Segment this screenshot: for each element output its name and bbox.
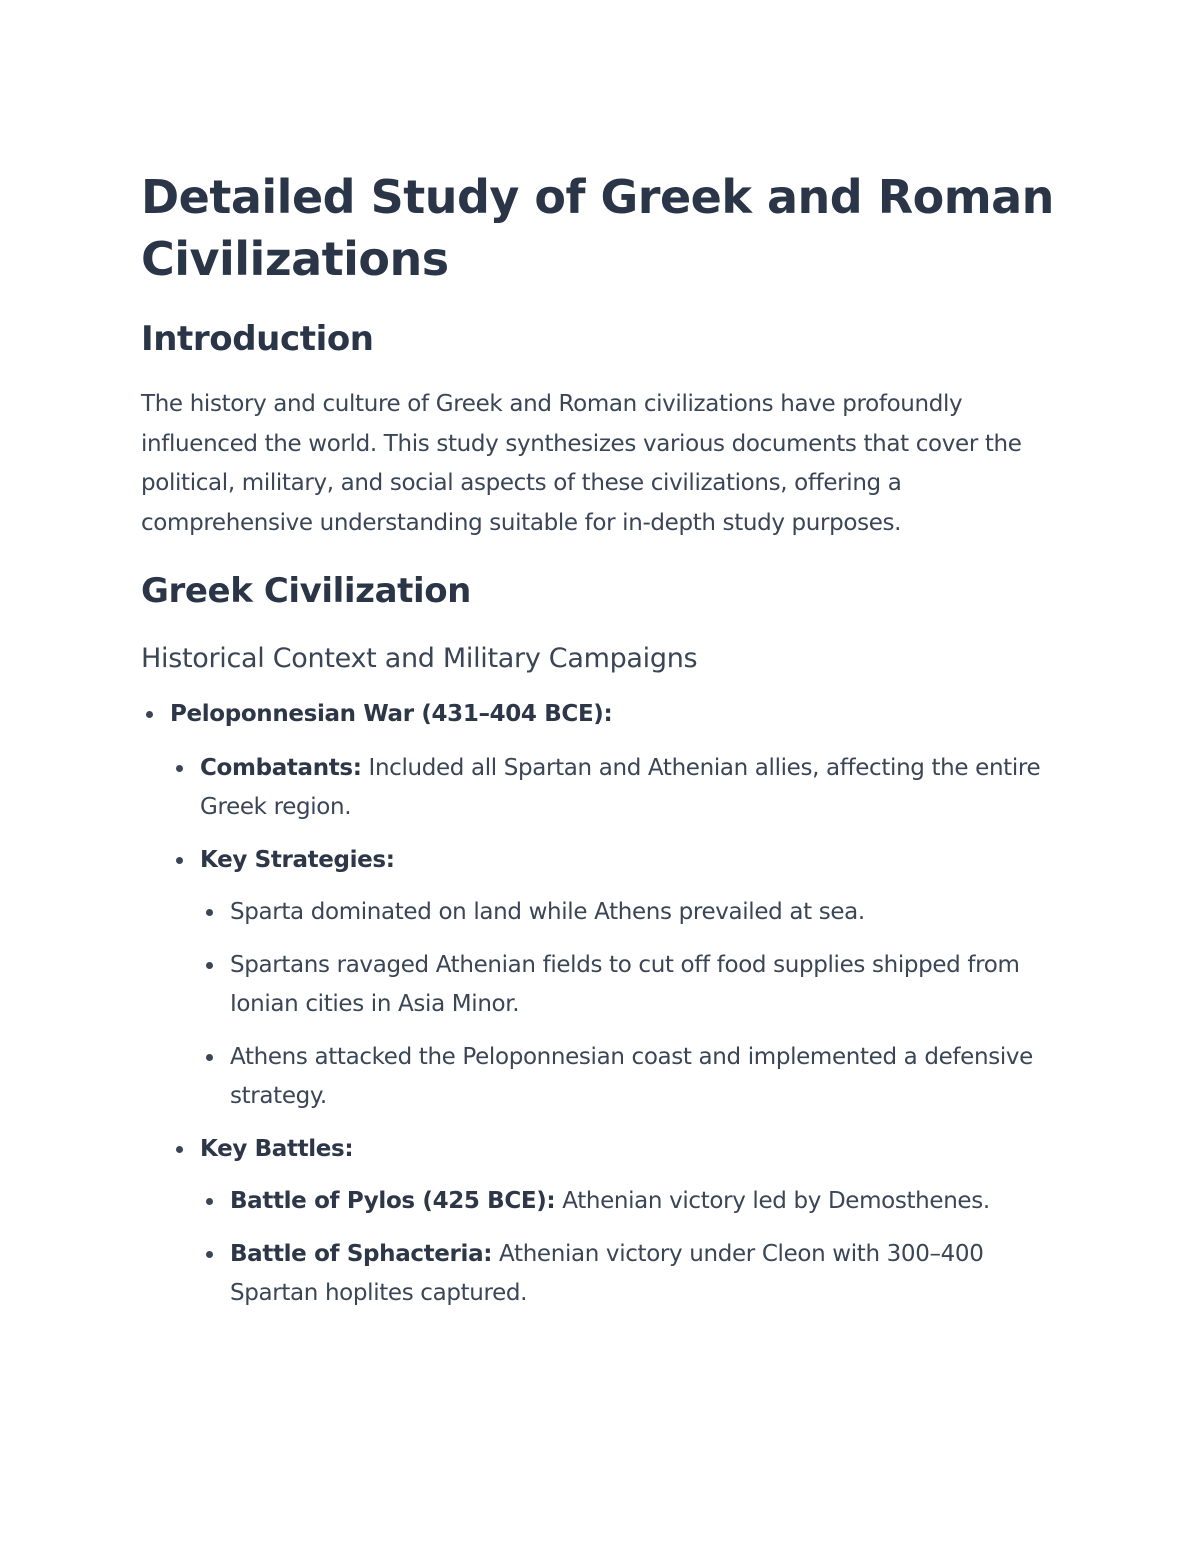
list-item xyxy=(230,1182,1071,1222)
battle-label: Battle of Sphacteria: xyxy=(230,1240,493,1267)
bullet-icon xyxy=(206,1198,213,1205)
list-item-key-strategies xyxy=(200,841,1071,1117)
document-page xyxy=(141,166,1071,1314)
bullet-icon xyxy=(176,765,183,772)
combatants-text: Included all Spartan and Athenian allies, affecting the entire Greek region. xyxy=(200,754,1041,820)
battle-label: Battle of Pylos (425 BCE): xyxy=(230,1188,556,1214)
list-item xyxy=(230,946,1071,1025)
combatants-label: Combatants: xyxy=(200,754,362,781)
bullet-icon xyxy=(176,1146,183,1153)
battle-text: Athenian victory under Cleon with 300–400 Spartan hoplites captured. xyxy=(230,1240,984,1306)
bullet-icon xyxy=(206,1251,213,1258)
bullet-icon xyxy=(176,857,183,864)
bullet-icon xyxy=(146,711,153,718)
document-title: Detailed Study of Greek and Roman Civilizations xyxy=(141,170,1054,286)
battle-text: Athenian victory led by Demosthenes. xyxy=(555,1188,990,1214)
battles-list xyxy=(200,1182,1071,1314)
peloponnesian-war-label: Peloponnesian War (431–404 BCE): xyxy=(170,701,613,727)
key-strategies-label: Key Strategies: xyxy=(200,846,395,873)
introduction-paragraph: The history and culture of Greek and Roman civilizations have profoundly influenced the world. This study synthesizes various documents that cover the political, military, and social aspects of these civilizations, offering a comprehensive understanding suitable for in-depth study purposes. xyxy=(141,391,1022,536)
list-item xyxy=(230,1038,1071,1117)
bullet-icon xyxy=(206,909,213,916)
key-battles-label: Key Battles: xyxy=(200,1135,354,1162)
greek-topics-list xyxy=(141,695,1071,1314)
list-item xyxy=(230,1235,1071,1314)
bullet-icon xyxy=(206,962,213,969)
strategy-text: Athens attacked the Peloponnesian coast and implemented a defensive strategy. xyxy=(230,1043,1033,1109)
list-item-key-battles xyxy=(200,1130,1071,1314)
strategies-list xyxy=(200,893,1071,1117)
bullet-icon xyxy=(206,1054,213,1061)
strategy-text: Spartans ravaged Athenian fields to cut off food supplies shipped from Ionian cities in Asia Minor. xyxy=(230,951,1020,1017)
list-item-combatants xyxy=(200,749,1071,828)
list-item xyxy=(230,893,1071,933)
list-item-peloponnesian-war xyxy=(170,695,1071,1314)
strategy-text: Sparta dominated on land while Athens prevailed at sea. xyxy=(230,899,865,925)
introduction-heading: Introduction xyxy=(141,319,374,359)
greek-civilization-heading: Greek Civilization xyxy=(141,571,471,611)
historical-context-subheading: Historical Context and Military Campaigns xyxy=(141,643,698,674)
war-details-list xyxy=(170,749,1071,1314)
